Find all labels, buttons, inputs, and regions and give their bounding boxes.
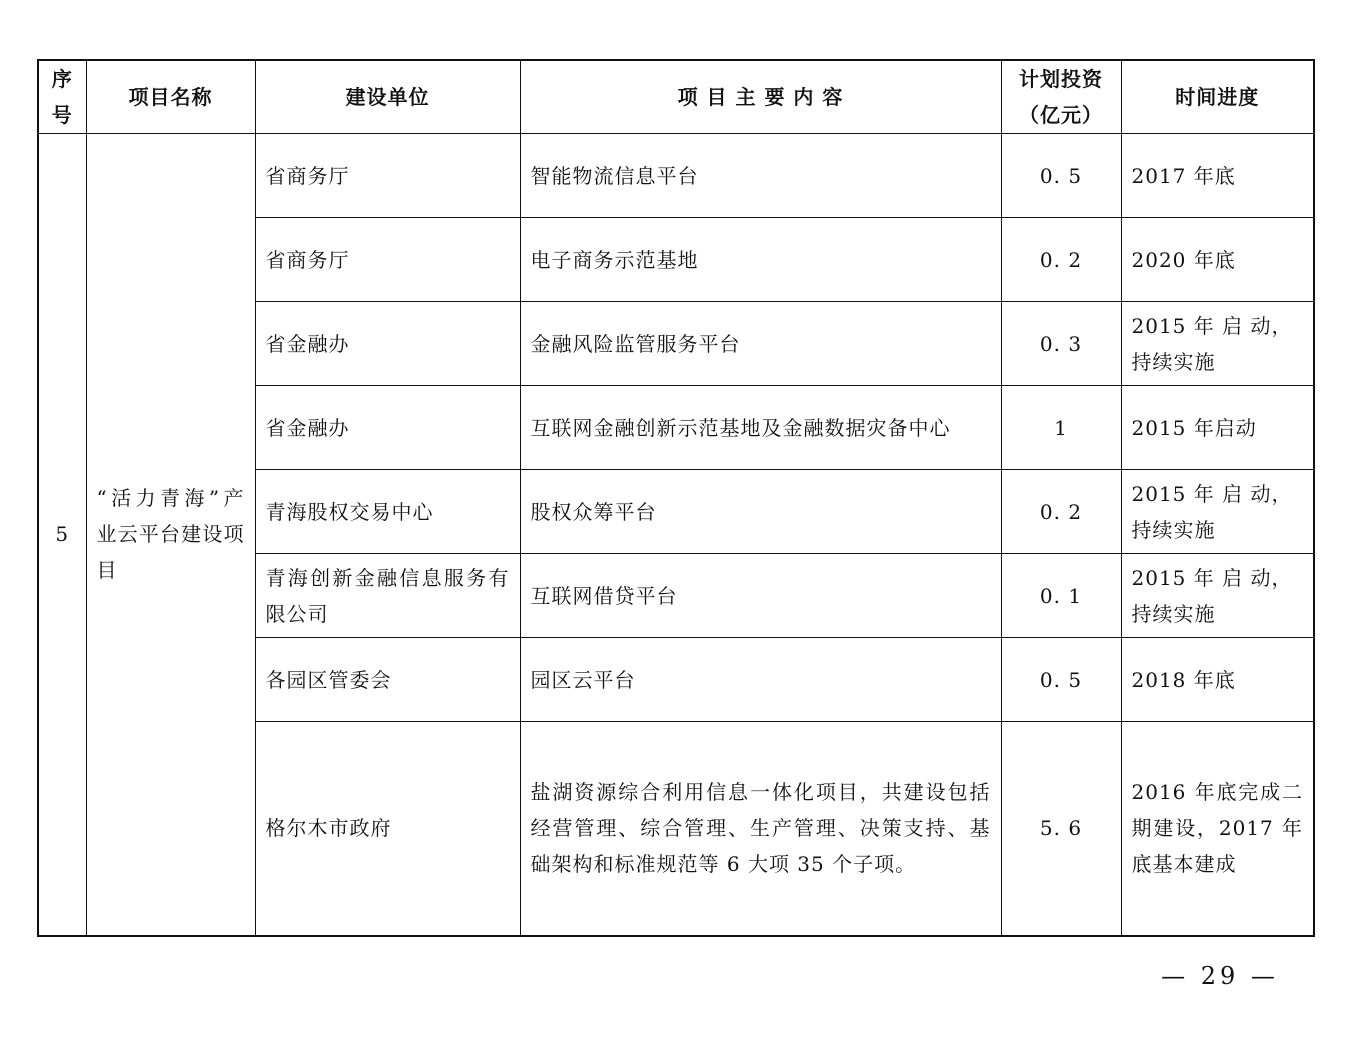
- row-unit: 省商务厅: [255, 134, 520, 218]
- group-project-name: “活力青海”产业云平台建设项目: [86, 134, 255, 936]
- row-investment: 5. 6: [1001, 722, 1121, 936]
- row-unit: 青海股权交易中心: [255, 470, 520, 554]
- header-schedule: 时间进度: [1121, 60, 1314, 134]
- row-schedule: 2017 年底: [1121, 134, 1314, 218]
- header-investment: [1001, 60, 1121, 134]
- header-project-name: 项目名称: [86, 60, 255, 134]
- project-table: [37, 59, 1315, 937]
- row-content: 互联网金融创新示范基地及金融数据灾备中心: [520, 386, 1001, 470]
- row-content: 智能物流信息平台: [520, 134, 1001, 218]
- header-investment-label: 计划投资: [1019, 67, 1103, 91]
- row-schedule: 2020 年底: [1121, 218, 1314, 302]
- row-investment: 0. 5: [1001, 134, 1121, 218]
- row-investment: 1: [1001, 386, 1121, 470]
- row-content: 互联网借贷平台: [520, 554, 1001, 638]
- row-schedule: 2015 年 启 动，持续实施: [1121, 470, 1314, 554]
- row-content: 金融风险监管服务平台: [520, 302, 1001, 386]
- page-number: — 29 —: [1161, 962, 1279, 990]
- header-seq: 序号: [38, 60, 86, 134]
- group-seq: 5: [38, 134, 86, 936]
- row-unit: 格尔木市政府: [255, 722, 520, 936]
- row-unit: 省金融办: [255, 386, 520, 470]
- row-unit: 省商务厅: [255, 218, 520, 302]
- row-investment: 0. 2: [1001, 470, 1121, 554]
- row-unit: 各园区管委会: [255, 638, 520, 722]
- row-investment: 0. 2: [1001, 218, 1121, 302]
- table-header-row: [38, 60, 1314, 134]
- row-unit: 青海创新金融信息服务有限公司: [255, 554, 520, 638]
- row-content: 股权众筹平台: [520, 470, 1001, 554]
- row-content: 电子商务示范基地: [520, 218, 1001, 302]
- row-schedule: 2015 年 启 动，持续实施: [1121, 302, 1314, 386]
- row-investment: 0. 1: [1001, 554, 1121, 638]
- header-investment-unit: （亿元）: [1019, 103, 1103, 127]
- row-schedule: 2015 年 启 动，持续实施: [1121, 554, 1314, 638]
- table-row: [38, 134, 1314, 218]
- row-schedule: 2016 年底完成二期建设，2017 年底基本建成: [1121, 722, 1314, 936]
- row-content: 盐湖资源综合利用信息一体化项目，共建设包括经营管理、综合管理、生产管理、决策支持、基础架构和标准规范等 6 大项 35 个子项。: [520, 722, 1001, 936]
- header-main-content: 项 目 主 要 内 容: [520, 60, 1001, 134]
- header-construction-unit: 建设单位: [255, 60, 520, 134]
- row-content: 园区云平台: [520, 638, 1001, 722]
- row-investment: 0. 3: [1001, 302, 1121, 386]
- row-investment: 0. 5: [1001, 638, 1121, 722]
- row-unit: 省金融办: [255, 302, 520, 386]
- row-schedule: 2015 年启动: [1121, 386, 1314, 470]
- row-schedule: 2018 年底: [1121, 638, 1314, 722]
